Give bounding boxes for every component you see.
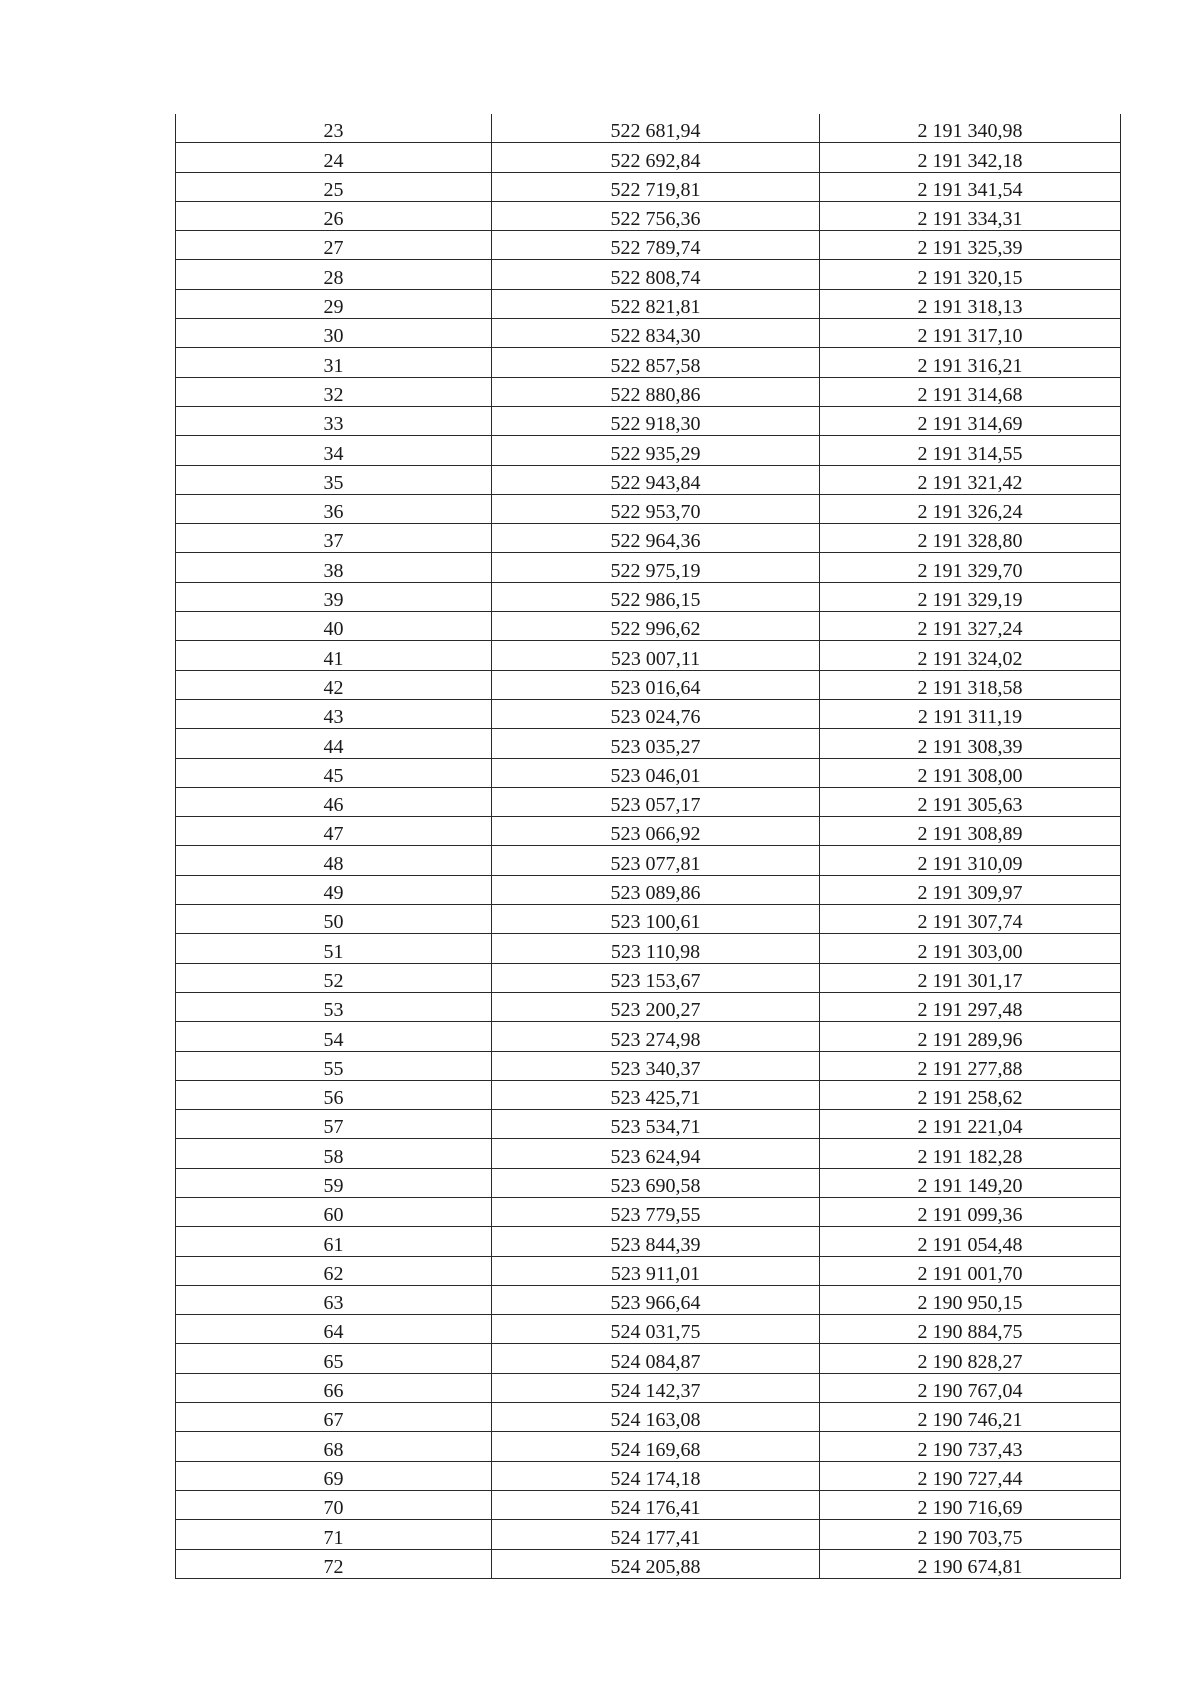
point-number-cell: 52: [176, 963, 492, 992]
table-row: [176, 934, 1121, 963]
table-row: [176, 114, 1121, 143]
point-number-cell: 42: [176, 670, 492, 699]
x-coordinate-cell: 522 943,84: [492, 465, 820, 494]
point-number-cell: 32: [176, 377, 492, 406]
x-coordinate-cell: 524 163,08: [492, 1403, 820, 1432]
y-coordinate-cell: 2 191 308,00: [820, 758, 1121, 787]
x-coordinate-cell: 522 996,62: [492, 612, 820, 641]
x-coordinate-cell: 524 084,87: [492, 1344, 820, 1373]
y-coordinate-cell: 2 191 308,89: [820, 817, 1121, 846]
point-number-cell: 60: [176, 1197, 492, 1226]
table-row: [176, 1373, 1121, 1402]
table-row: [176, 817, 1121, 846]
table-row: [176, 729, 1121, 758]
table-row: [176, 1256, 1121, 1285]
y-coordinate-cell: 2 191 326,24: [820, 494, 1121, 523]
point-number-cell: 25: [176, 172, 492, 201]
point-number-cell: 62: [176, 1256, 492, 1285]
y-coordinate-cell: 2 191 182,28: [820, 1139, 1121, 1168]
x-coordinate-cell: 524 176,41: [492, 1490, 820, 1519]
point-number-cell: 24: [176, 143, 492, 172]
table-row: [176, 377, 1121, 406]
x-coordinate-cell: 522 756,36: [492, 201, 820, 230]
y-coordinate-cell: 2 191 329,19: [820, 582, 1121, 611]
x-coordinate-cell: 523 077,81: [492, 846, 820, 875]
x-coordinate-cell: 523 274,98: [492, 1022, 820, 1051]
y-coordinate-cell: 2 191 303,00: [820, 934, 1121, 963]
y-coordinate-cell: 2 190 828,27: [820, 1344, 1121, 1373]
x-coordinate-cell: 523 690,58: [492, 1168, 820, 1197]
coordinates-table: [175, 114, 1121, 1579]
x-coordinate-cell: 523 153,67: [492, 963, 820, 992]
y-coordinate-cell: 2 191 258,62: [820, 1080, 1121, 1109]
x-coordinate-cell: 522 808,74: [492, 260, 820, 289]
table-row: [176, 1315, 1121, 1344]
y-coordinate-cell: 2 191 054,48: [820, 1227, 1121, 1256]
table-row: [176, 1022, 1121, 1051]
table-row: [176, 260, 1121, 289]
point-number-cell: 39: [176, 582, 492, 611]
y-coordinate-cell: 2 191 341,54: [820, 172, 1121, 201]
table-row: [176, 436, 1121, 465]
y-coordinate-cell: 2 191 314,69: [820, 406, 1121, 435]
point-number-cell: 48: [176, 846, 492, 875]
x-coordinate-cell: 523 110,98: [492, 934, 820, 963]
y-coordinate-cell: 2 191 310,09: [820, 846, 1121, 875]
table-row: [176, 1520, 1121, 1549]
y-coordinate-cell: 2 190 767,04: [820, 1373, 1121, 1402]
point-number-cell: 41: [176, 641, 492, 670]
table-row: [176, 494, 1121, 523]
table-row: [176, 1139, 1121, 1168]
x-coordinate-cell: 522 857,58: [492, 348, 820, 377]
x-coordinate-cell: 523 624,94: [492, 1139, 820, 1168]
y-coordinate-cell: 2 191 325,39: [820, 231, 1121, 260]
point-number-cell: 33: [176, 406, 492, 435]
table-row: [176, 1432, 1121, 1461]
x-coordinate-cell: 523 779,55: [492, 1197, 820, 1226]
y-coordinate-cell: 2 191 318,58: [820, 670, 1121, 699]
x-coordinate-cell: 522 681,94: [492, 114, 820, 143]
table-row: [176, 582, 1121, 611]
table-row: [176, 289, 1121, 318]
point-number-cell: 46: [176, 787, 492, 816]
point-number-cell: 35: [176, 465, 492, 494]
x-coordinate-cell: 522 719,81: [492, 172, 820, 201]
x-coordinate-cell: 523 024,76: [492, 699, 820, 728]
x-coordinate-cell: 524 174,18: [492, 1461, 820, 1490]
x-coordinate-cell: 522 935,29: [492, 436, 820, 465]
table-row: [176, 143, 1121, 172]
x-coordinate-cell: 522 986,15: [492, 582, 820, 611]
point-number-cell: 40: [176, 612, 492, 641]
x-coordinate-cell: 523 966,64: [492, 1285, 820, 1314]
y-coordinate-cell: 2 190 746,21: [820, 1403, 1121, 1432]
table-row: [176, 1549, 1121, 1578]
y-coordinate-cell: 2 191 321,42: [820, 465, 1121, 494]
point-number-cell: 34: [176, 436, 492, 465]
point-number-cell: 54: [176, 1022, 492, 1051]
point-number-cell: 43: [176, 699, 492, 728]
y-coordinate-cell: 2 190 884,75: [820, 1315, 1121, 1344]
point-number-cell: 69: [176, 1461, 492, 1490]
x-coordinate-cell: 522 880,86: [492, 377, 820, 406]
table-row: [176, 670, 1121, 699]
x-coordinate-cell: 523 016,64: [492, 670, 820, 699]
y-coordinate-cell: 2 191 340,98: [820, 114, 1121, 143]
point-number-cell: 71: [176, 1520, 492, 1549]
x-coordinate-cell: 522 789,74: [492, 231, 820, 260]
table-row: [176, 963, 1121, 992]
table-row: [176, 524, 1121, 553]
point-number-cell: 47: [176, 817, 492, 846]
x-coordinate-cell: 523 911,01: [492, 1256, 820, 1285]
table-row: [176, 612, 1121, 641]
table-row: [176, 1285, 1121, 1314]
point-number-cell: 49: [176, 875, 492, 904]
x-coordinate-cell: 524 142,37: [492, 1373, 820, 1402]
table-row: [176, 348, 1121, 377]
x-coordinate-cell: 522 834,30: [492, 319, 820, 348]
point-number-cell: 70: [176, 1490, 492, 1519]
table-row: [176, 905, 1121, 934]
x-coordinate-cell: 522 918,30: [492, 406, 820, 435]
y-coordinate-cell: 2 191 297,48: [820, 992, 1121, 1021]
y-coordinate-cell: 2 191 314,55: [820, 436, 1121, 465]
table-row: [176, 201, 1121, 230]
table-row: [176, 406, 1121, 435]
table-row: [176, 1227, 1121, 1256]
y-coordinate-cell: 2 191 149,20: [820, 1168, 1121, 1197]
x-coordinate-cell: 522 975,19: [492, 553, 820, 582]
point-number-cell: 37: [176, 524, 492, 553]
point-number-cell: 53: [176, 992, 492, 1021]
table-row: [176, 846, 1121, 875]
point-number-cell: 29: [176, 289, 492, 318]
table-row: [176, 641, 1121, 670]
y-coordinate-cell: 2 191 320,15: [820, 260, 1121, 289]
y-coordinate-cell: 2 191 324,02: [820, 641, 1121, 670]
y-coordinate-cell: 2 190 727,44: [820, 1461, 1121, 1490]
table-row: [176, 1461, 1121, 1490]
point-number-cell: 59: [176, 1168, 492, 1197]
x-coordinate-cell: 523 035,27: [492, 729, 820, 758]
table-row: [176, 875, 1121, 904]
x-coordinate-cell: 523 340,37: [492, 1051, 820, 1080]
point-number-cell: 72: [323, 1555, 344, 1578]
table-row: [176, 1051, 1121, 1080]
point-number-cell: 45: [176, 758, 492, 787]
y-coordinate-cell: 2 191 308,39: [820, 729, 1121, 758]
point-number-cell: 65: [176, 1344, 492, 1373]
point-number-cell: 55: [176, 1051, 492, 1080]
y-coordinate-cell: 2 190 703,75: [820, 1520, 1121, 1549]
y-coordinate-cell: 2 190 737,43: [820, 1432, 1121, 1461]
table-row: [176, 1110, 1121, 1139]
y-coordinate-cell: 2 191 289,96: [820, 1022, 1121, 1051]
table-row: [176, 758, 1121, 787]
x-coordinate-cell: 523 007,11: [492, 641, 820, 670]
table-row: [176, 465, 1121, 494]
x-coordinate-cell: 524 177,41: [492, 1520, 820, 1549]
point-number-cell: 28: [176, 260, 492, 289]
point-number-cell: 68: [176, 1432, 492, 1461]
table-row: [176, 1490, 1121, 1519]
point-number-cell: 63: [176, 1285, 492, 1314]
point-number-cell: 31: [176, 348, 492, 377]
y-coordinate-cell: 2 191 277,88: [820, 1051, 1121, 1080]
x-coordinate-cell: 523 425,71: [492, 1080, 820, 1109]
point-number-cell: 26: [176, 201, 492, 230]
y-coordinate-cell: 2 191 001,70: [820, 1256, 1121, 1285]
point-number-cell: 67: [176, 1403, 492, 1432]
x-coordinate-cell: 523 200,27: [492, 992, 820, 1021]
point-number-cell: 27: [176, 231, 492, 260]
point-number-cell: 64: [176, 1315, 492, 1344]
x-coordinate-cell: 523 534,71: [492, 1110, 820, 1139]
x-coordinate-cell: 522 821,81: [492, 289, 820, 318]
x-coordinate-cell: 524 031,75: [492, 1315, 820, 1344]
y-coordinate-cell: 2 191 307,74: [820, 905, 1121, 934]
y-coordinate-cell: 2 190 674,81: [820, 1549, 1121, 1578]
table-row: [176, 172, 1121, 201]
x-coordinate-cell: 524 169,68: [492, 1432, 820, 1461]
y-coordinate-cell: 2 191 318,13: [820, 289, 1121, 318]
y-coordinate-cell: 2 191 099,36: [820, 1197, 1121, 1226]
point-number-cell: 30: [176, 319, 492, 348]
y-coordinate-cell: 2 191 305,63: [820, 787, 1121, 816]
table-row: [176, 787, 1121, 816]
x-coordinate-cell: 522 953,70: [492, 494, 820, 523]
table-row: [176, 1168, 1121, 1197]
y-coordinate-cell: 2 190 950,15: [820, 1285, 1121, 1314]
x-coordinate-cell: 523 089,86: [492, 875, 820, 904]
point-number-cell: 51: [176, 934, 492, 963]
table-row: [176, 1197, 1121, 1226]
point-number-cell: 36: [176, 494, 492, 523]
y-coordinate-cell: 2 191 327,24: [820, 612, 1121, 641]
y-coordinate-cell: 2 191 328,80: [820, 524, 1121, 553]
point-number-cell: 56: [176, 1080, 492, 1109]
y-coordinate-cell: 2 191 309,97: [820, 875, 1121, 904]
y-coordinate-cell: 2 191 316,21: [820, 348, 1121, 377]
point-number-cell: 58: [176, 1139, 492, 1168]
y-coordinate-cell: 2 191 301,17: [820, 963, 1121, 992]
x-coordinate-cell: 522 692,84: [492, 143, 820, 172]
y-coordinate-cell: 2 191 314,68: [820, 377, 1121, 406]
y-coordinate-cell: 2 191 311,19: [820, 699, 1121, 728]
point-number-cell: 61: [176, 1227, 492, 1256]
point-number-cell: 38: [176, 553, 492, 582]
table-row: [176, 1080, 1121, 1109]
x-coordinate-cell: 524 205,88: [492, 1549, 820, 1578]
y-coordinate-cell: 2 191 342,18: [820, 143, 1121, 172]
coordinates-table-body: [176, 114, 1121, 1578]
point-number-cell: 50: [176, 905, 492, 934]
y-coordinate-cell: 2 191 221,04: [820, 1110, 1121, 1139]
table-row: [176, 1403, 1121, 1432]
x-coordinate-cell: 523 066,92: [492, 817, 820, 846]
point-number-cell: 23: [176, 114, 492, 143]
x-coordinate-cell: 522 964,36: [492, 524, 820, 553]
table-row: [176, 553, 1121, 582]
y-coordinate-cell: 2 191 329,70: [820, 553, 1121, 582]
x-coordinate-cell: 523 844,39: [492, 1227, 820, 1256]
x-coordinate-cell: 523 046,01: [492, 758, 820, 787]
x-coordinate-cell: 523 057,17: [492, 787, 820, 816]
point-number-cell: 66: [176, 1373, 492, 1402]
table-row: [176, 1344, 1121, 1373]
table-row: [176, 992, 1121, 1021]
y-coordinate-cell: 2 190 716,69: [820, 1490, 1121, 1519]
point-number-cell: 44: [176, 729, 492, 758]
y-coordinate-cell: 2 191 334,31: [820, 201, 1121, 230]
y-coordinate-cell: 2 191 317,10: [820, 319, 1121, 348]
table-row: [176, 231, 1121, 260]
x-coordinate-cell: 523 100,61: [492, 905, 820, 934]
point-number-cell: 57: [176, 1110, 492, 1139]
table-row: [176, 699, 1121, 728]
table-row: [176, 319, 1121, 348]
